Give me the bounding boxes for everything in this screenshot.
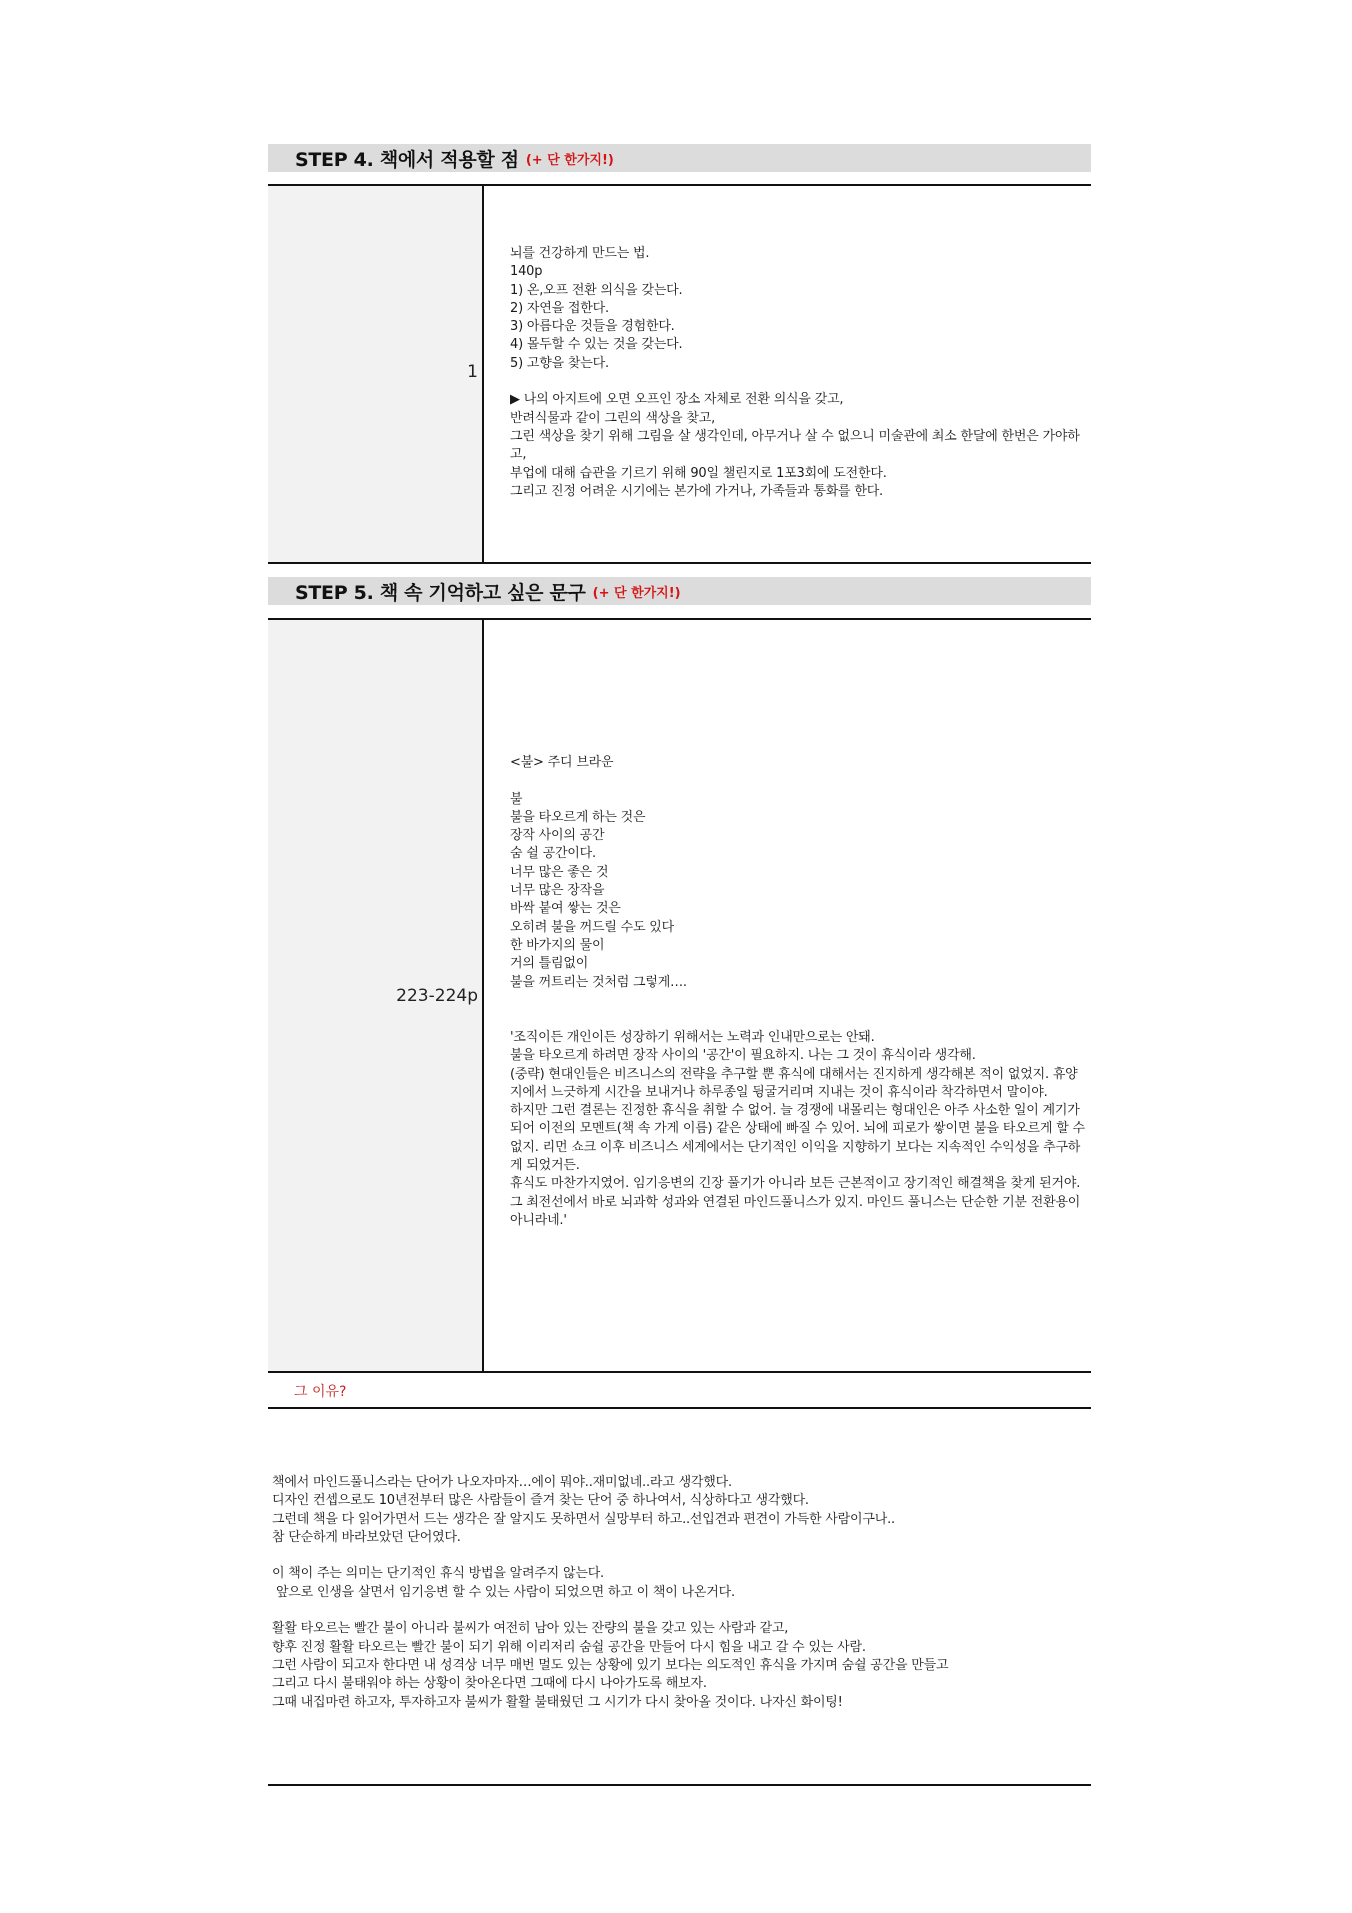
step5-poem: <불> 주디 브라운 불 불을 타오르게 하는 것은 장작 사이의 공간 숨 쉴 공간이다. 너무 많은 좋은 것 너무 많은 장작을 바싹 붙여 쌓는 것은 오히려 불을 꺼드릴 수도 있다 한 바가지의 물이 거의 틀림없이 불을 꺼트리는 것처럼 그렇게…. <box>510 755 687 990</box>
step4-content: 뇌를 건강하게 만드는 법. 140p 1) 온,오프 전환 의식을 갖는다. 2) 자연을 접한다. 3) 아름다운 것들을 경험한다. 4) 몰두할 수 있는 것을 갖는다. 5) 고향을 찾는다. ▶ 나의 아지트에 오면 오프인 장소 자체로 전환 의식을 갖고, 반려식물과 같이 그린의 색상을 찾고, 그린 색상을 찾기 위해 그림을 살 생각인데, 아무거나 살 수 없으니 미술관에 최소 한달에 한번은 가야하고, 부업에 대해 습관을 기르기 위해 90일 챌린지로 1포3회에 도전한다. 그리고 진정 어려운 시기에는 본가에 가거나, 가족들과 통화를 한다. <box>510 246 1080 499</box>
step5-content-cell <box>484 620 1091 1371</box>
step4-header <box>268 144 1091 172</box>
step4-table <box>268 184 1091 564</box>
step5-title: STEP 5. 책 속 기억하고 싶은 문구 <box>295 581 586 604</box>
step5-header <box>268 577 1091 605</box>
step4-page-label: 1 <box>467 362 478 382</box>
step4-title: STEP 4. 책에서 적용할 점 <box>295 148 519 171</box>
step4-content-cell <box>484 186 1091 562</box>
bottom-divider <box>268 1784 1091 1786</box>
step5-table <box>268 618 1091 1373</box>
step5-page-cell <box>268 620 484 1371</box>
step5-page-label: 223-224p <box>396 986 478 1006</box>
step4-page-cell <box>268 186 484 562</box>
step5-quote: '조직이든 개인이든 성장하기 위해서는 노력과 인내만으로는 안돼. 불을 타오르게 하려면 장작 사이의 '공간'이 필요하지. 나는 그 것이 휴식이라 생각해. (중략) 현대인들은 비즈니스의 전략을 추구할 뿐 휴식에 대해서는 진지하게 생각해본 적이 없었지. 휴양지에서 느긋하게 시간을 보내거나 하루종일 뒹굴거리며 지내는 것이 휴식이라 착각하면서 말이야. 하지만 그런 결론는 진정한 휴식을 취할 수 없어. 늘 경쟁에 내몰리는 형대인은 아주 사소한 일이 계기가 되어 이전의 모멘트(책 속 가게 이름) 같은 상태에 빠질 수 있어. 뇌에 피로가 쌓이면 불을 타오르게 할 수 없지. 리먼 쇼크 이후 비즈니스 세계에서는 단기적인 이익을 지향하기 보다는 지속적인 수익성을 추구하게 되었거든. 휴식도 마찬가지였어. 임기응변의 긴장 풀기가 아니라 보든 근본적이고 장기적인 해결책을 찾게 된거야. 그 최전선에서 바로 뇌과학 성과와 연결된 마인드풀니스가 있지. 마인드 풀니스는 단순한 기분 전환용이 아니라네.' <box>510 1030 1085 1228</box>
reason-text: 책에서 마인드풀니스라는 단어가 나오자마자…에이 뭐야..재미없네..라고 생각했다. 디자인 컨셉으로도 10년전부터 많은 사람들이 즐겨 찾는 단어 중 하나여서, 식상하다고 생각했다. 그런데 책을 다 읽어가면서 드는 생각은 잘 알지도 못하면서 실망부터 하고..선입견과 편견이 가득한 사람이구나.. 참 단순하게 바라보았던 단어였다. 이 책이 주는 의미는 단기적인 휴식 방법을 알려주지 않는다. 앞으로 인생을 살면서 임기응변 할 수 있는 사람이 되었으면 하고 이 책이 나온거다. 활활 타오르는 빨간 불이 아니라 불씨가 여전히 남아 있는 잔량의 불을 갖고 있는 사람과 같고, 향후 진정 활활 타오르는 빨간 불이 되기 위해 이리저리 숨쉴 공간을 만들어 다시 힘을 내고 갈 수 있는 사람. 그런 사람이 되고자 한다면 내 성격상 너무 매번 멀도 있는 상황에 있기 보다는 의도적인 휴식을 가지며 숨쉴 공간을 만들고 그리고 다시 불태워야 하는 상황이 찾아온다면 그때에 다시 나아가도록 해보자. 그때 내집마련 하고자, 투자하고자 불씨가 활활 불태웠던 그 시기가 다시 찾아올 것이다. 나자신 화이팅! <box>272 1475 949 1710</box>
step4-note: (+ 단 한가지!) <box>525 152 614 168</box>
reason-row <box>268 1373 1091 1409</box>
step5-note: (+ 단 한가지!) <box>592 585 681 601</box>
reason-label: 그 이유? <box>294 1384 347 1400</box>
